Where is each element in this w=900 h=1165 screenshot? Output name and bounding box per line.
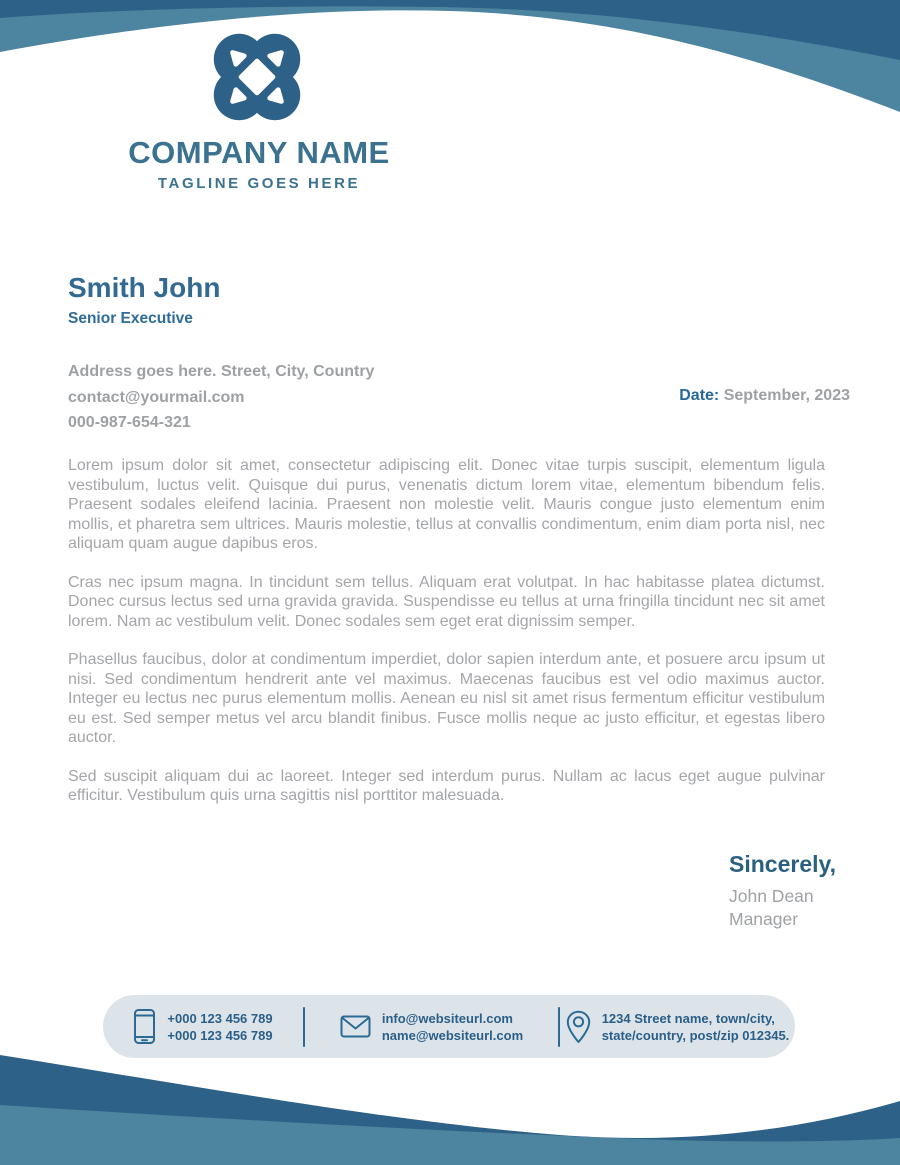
- sender-title: Senior Executive: [68, 310, 193, 327]
- company-logo quatrefoil-knot-icon: [210, 30, 304, 124]
- footer-phone-line-1: +000 123 456 789: [167, 1010, 273, 1026]
- sender-phone: 000-987-654-321: [68, 414, 191, 431]
- date-label: Date:: [679, 387, 720, 404]
- footer-email-line-1: info@websiteurl.com: [381, 1010, 513, 1026]
- signature-block: [729, 851, 836, 931]
- bottom-wave-decoration: [0, 1035, 900, 1165]
- company-name: COMPANY NAME: [128, 135, 390, 170]
- date-line: [679, 387, 850, 405]
- body-paragraph-2: Cras nec ipsum magna. In tincidunt sem tellus. Aliquam erat volutpat. In hac habitasse platea dictumst. Donec cursus lectus sed urna gravida gravida. Suspendisse eu tellus at urna fringilla tincidunt nec sit amet lorem. Nam ac vestibulum velit. Donec sodales sem eget erat dignissim semper.: [68, 573, 825, 630]
- signature-name: John Dean: [729, 886, 814, 906]
- sender-contact-block: [68, 359, 374, 436]
- sender-name: Smith John: [68, 272, 221, 303]
- signature-closing: Sincerely,: [729, 851, 836, 877]
- footer-phone-line-2: +000 123 456 789: [167, 1027, 273, 1043]
- footer-email-line-2: name@websiteurl.com: [381, 1027, 524, 1043]
- body-paragraph-1: Lorem ipsum dolor sit amet, consectetur adipiscing elit. Donec vitae turpis suscipit, elementum ligula vestibulum, luctus velit. Quisque dui purus, venenatis dictum lorem vitae, elementum bibendum felis. Praesent sodales eleifend lacinia. Praesent non molestie velit. Mauris congue justo elementum enim mollis, et pharetra sem ultrices. Mauris molestie, tellus at convallis condimentum, enim diam porta nisl, nec aliquam quam augue dapibus eros.: [68, 457, 825, 552]
- sender-email: contact@yourmail.com: [68, 388, 245, 406]
- letter-body: [68, 456, 825, 825]
- footer-address-line-1: 1234 Street name, town/city,: [601, 1010, 775, 1026]
- top-wave-decoration: [0, 0, 900, 115]
- company-tagline: TAGLINE GOES HERE: [157, 175, 361, 192]
- sender-address: Address goes here. Street, City, Country: [68, 363, 375, 380]
- footer-address-line-2: state/country, post/zip 012345.: [601, 1027, 790, 1043]
- body-paragraph-4: Sed suscipit aliquam dui ac laoreet. Integer sed interdum purus. Nullam ac lacus eget augue pulvinar efficitur. Vestibulum quis urna sagittis nisl porttitor malesuada.: [68, 767, 825, 804]
- date-value: September, 2023: [723, 387, 850, 404]
- body-paragraph-3: Phasellus faucibus, dolor at condimentum imperdiet, dolor sapien interdum ante, et posuere arcu ipsum ut nisi. Sed condimentum hendrerit ante vel maximus. Maecenas faucibus est vel odio maximus auctor. Integer eu lectus nec purus elementum mollis. Aenean eu nisl sit amet risus fermentum efficitur vestibulum eu est. Sed semper metus vel arcu blandit finibus. Fusce mollis neque ac justo efficitur, et egestas libero auctor.: [68, 651, 825, 746]
- signature-role: Manager: [729, 909, 799, 929]
- brand-block: [110, 136, 408, 192]
